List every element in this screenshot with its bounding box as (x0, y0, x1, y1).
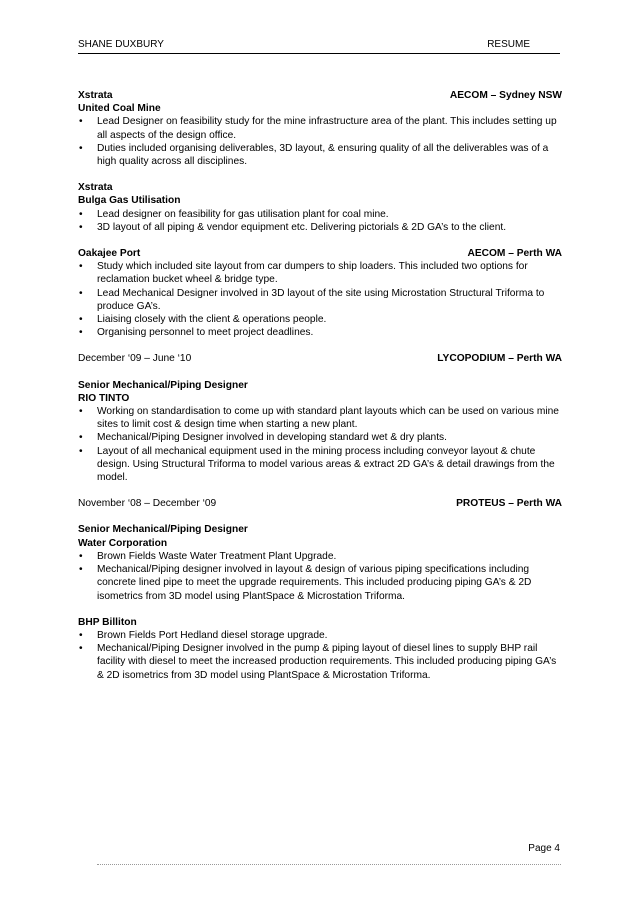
section-heading-row (78, 497, 562, 510)
section-heading-row (78, 89, 562, 102)
section-spacer (78, 168, 562, 181)
bullet-text: Lead Designer on feasibility study for the mine infrastructure area of the plant. This includes setting up all aspects of the design office. (97, 116, 557, 141)
list-item (78, 287, 562, 313)
list-item (78, 431, 562, 444)
bullet-icon: • (79, 261, 83, 273)
section-heading-row (78, 247, 562, 260)
section-subheading: RIO TINTO (78, 392, 130, 404)
bullet-list (78, 550, 562, 603)
employer-location: LYCOPODIUM – Perth WA (437, 353, 562, 365)
resume-body (78, 89, 562, 682)
bullet-text: Organising personnel to meet project deadlines. (97, 327, 314, 339)
list-item (78, 142, 562, 168)
section-spacer (78, 484, 562, 497)
bullet-text: Brown Fields Waste Water Treatment Plant Upgrade. (97, 550, 337, 562)
section-spacer (78, 234, 562, 247)
bullet-list (78, 208, 562, 234)
experience-section (78, 616, 562, 682)
section-subheading: Water Corporation (78, 537, 168, 549)
list-item (78, 563, 562, 603)
employer-location: PROTEUS – Perth WA (456, 498, 562, 510)
spacer (78, 510, 562, 523)
experience-section (78, 247, 562, 352)
bullet-icon: • (79, 550, 83, 562)
bullet-text: Mechanical/Piping Designer involved in developing standard wet & dry plants. (97, 432, 447, 444)
bullet-icon: • (79, 643, 83, 655)
bullet-text: 3D layout of all piping & vendor equipment etc. Delivering pictorials & 2D GA’s to the client. (97, 221, 507, 233)
section-heading-left: Xstrata (78, 90, 113, 101)
list-item (78, 313, 562, 326)
bullet-icon: • (79, 629, 83, 641)
bullet-icon: • (79, 314, 83, 326)
bullet-icon: • (79, 432, 83, 444)
bullet-list (78, 629, 562, 682)
bullet-icon: • (79, 116, 83, 128)
page-number: Page 4 (528, 843, 560, 854)
list-item (78, 405, 562, 431)
section-heading-left: December ‘09 – June ‘10 (78, 353, 192, 365)
section-heading-row (78, 181, 562, 194)
section-heading-left: Xstrata (78, 182, 113, 194)
section-heading-left: November ‘08 – December ‘09 (78, 498, 217, 510)
list-item (78, 550, 562, 563)
list-item (78, 445, 562, 485)
section-spacer (78, 339, 562, 352)
bullet-list (78, 405, 562, 484)
employer-location: AECOM – Sydney NSW (449, 90, 562, 101)
experience-section (78, 497, 562, 615)
footer-divider (97, 864, 561, 865)
list-item (78, 260, 562, 286)
bullet-icon: • (79, 208, 83, 220)
spacer (78, 366, 562, 379)
section-subheading: Senior Mechanical/Piping Designer (78, 524, 248, 536)
bullet-icon: • (79, 287, 83, 299)
experience-section (78, 181, 562, 247)
bullet-text: Study which included site layout from car dumpers to ship loaders. This included two options for reclamation bucket wheel & bridge type. (97, 261, 528, 286)
experience-section (78, 89, 562, 181)
experience-section (78, 352, 562, 497)
list-item (78, 208, 562, 221)
list-item (78, 629, 562, 642)
bullet-icon: • (79, 221, 83, 233)
bullet-icon: • (79, 327, 83, 339)
bullet-text: Mechanical/Piping designer involved in layout & design of various piping specifications including concrete lined pipe to meet the upgrade requirements. This included producing piping GA’s & 2D isometrics from 3D model using PlantSpace & Microstation Triforma. (97, 564, 532, 602)
bullet-list (78, 260, 562, 339)
bullet-icon: • (79, 406, 83, 418)
section-heading-row (78, 616, 562, 629)
section-heading-left: BHP Billiton (78, 616, 137, 628)
bullet-text: Liaising closely with the client & operations people. (97, 314, 327, 326)
bullet-text: Layout of all mechanical equipment used in the mining process including conveyor layout & chute design. Using Structural Triforma to model various areas & extract 2D GA’s & detail drawings from the model. (97, 445, 555, 484)
section-heading-row (78, 352, 562, 365)
employer-location: AECOM – Perth WA (467, 248, 562, 260)
bullet-text: Lead designer on feasibility for gas utilisation plant for coal mine. (97, 208, 389, 220)
list-item (78, 326, 562, 339)
list-item (78, 115, 562, 141)
section-subheading: Senior Mechanical/Piping Designer (78, 379, 248, 391)
bullet-list (78, 115, 562, 168)
list-item (78, 221, 562, 234)
bullet-text: Working on standardisation to come up with standard plant layouts which can be used on various mine sites to limit cost & design time when starting a new plant. (97, 406, 559, 431)
header-name: SHANE DUXBURY (78, 39, 164, 50)
bullet-text: Lead Mechanical Designer involved in 3D layout of the site using Microstation Structural Triforma to produce GA’s. (97, 287, 545, 312)
section-spacer (78, 603, 562, 616)
list-item (78, 642, 562, 682)
bullet-icon: • (79, 564, 83, 576)
section-subheading: Bulga Gas Utilisation (78, 195, 181, 207)
bullet-icon: • (79, 445, 83, 457)
bullet-text: Brown Fields Port Hedland diesel storage upgrade. (97, 629, 328, 641)
bullet-text: Duties included organising deliverables, 3D layout, & ensuring quality of all the deliverables was of a high quality across all disciplines. (97, 142, 549, 168)
section-heading-left: Oakajee Port (78, 248, 141, 260)
bullet-text: Mechanical/Piping Designer involved in the pump & piping layout of diesel lines to supply BHP rail facility with diesel to meet the increased production requirements. This included producing piping GA’s & 2D isometrics from 3D model using PlantSpace & Microstation Triforma. (97, 643, 557, 681)
page-header (78, 39, 560, 54)
section-subheading: United Coal Mine (78, 103, 161, 115)
header-doc-title: RESUME (487, 39, 530, 50)
bullet-icon: • (79, 142, 83, 154)
